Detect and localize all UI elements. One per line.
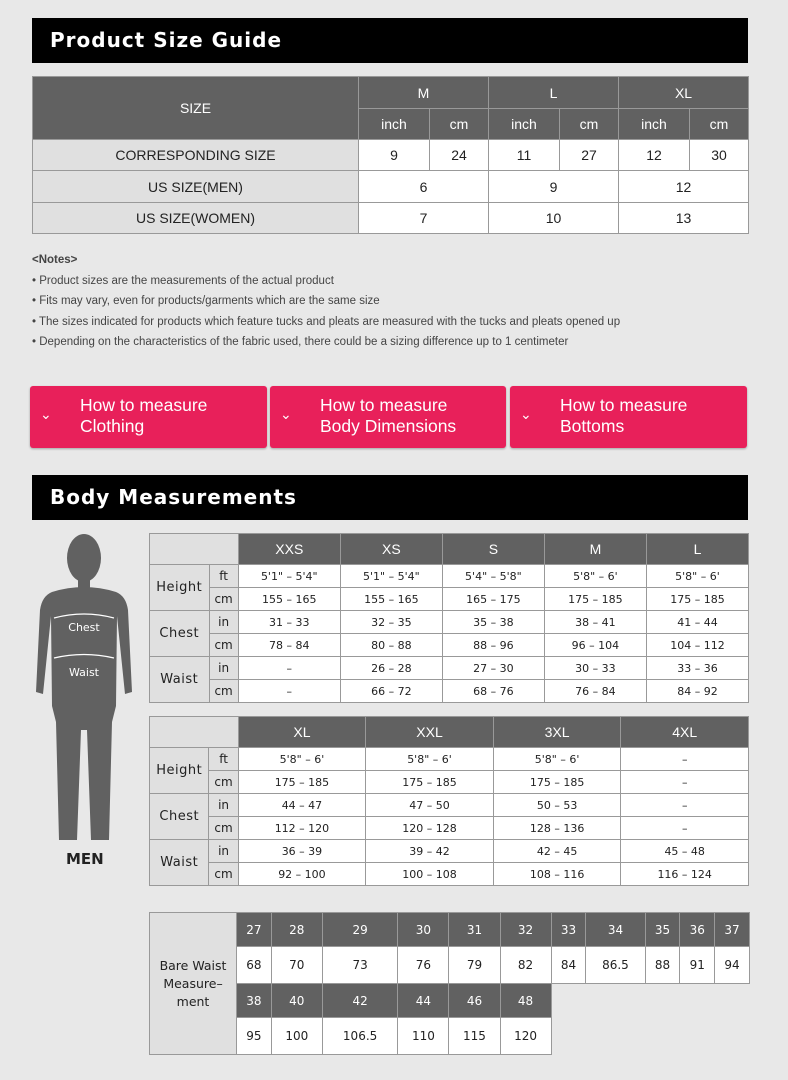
note-item: • Depending on the characteristics of the fabric used, there could be a sizing difference up to 1 centimeter bbox=[32, 336, 569, 348]
table-row bbox=[150, 588, 749, 611]
size-col-xl: XL bbox=[238, 717, 366, 748]
unit-cell: cm bbox=[209, 771, 238, 794]
table-cell: 92 – 100 bbox=[238, 863, 366, 886]
size-col-xxs: XXS bbox=[238, 534, 340, 565]
table-row bbox=[150, 748, 749, 771]
table-cell: 50 – 53 bbox=[493, 794, 621, 817]
button-label: Bottoms bbox=[560, 416, 625, 436]
size-col-l: L bbox=[489, 77, 619, 109]
notes-section bbox=[32, 250, 620, 353]
label-line: Measure– bbox=[163, 975, 223, 991]
table-cell: 175 – 185 bbox=[366, 771, 494, 794]
bare-waist-label bbox=[150, 913, 237, 1055]
product-size-guide-title: Product Size Guide bbox=[50, 28, 283, 52]
table-cell: 24 bbox=[430, 140, 489, 171]
waist-label: Waist bbox=[68, 666, 100, 679]
waist-size-header: 44 bbox=[398, 984, 449, 1018]
unit-cell: ft bbox=[209, 565, 238, 588]
table-row bbox=[150, 794, 749, 817]
table-cell: 11 bbox=[489, 140, 560, 171]
row-label-waist: Waist bbox=[150, 657, 210, 703]
table-cell: – bbox=[621, 794, 749, 817]
product-size-table bbox=[32, 76, 749, 234]
table-cell: 84 – 92 bbox=[646, 680, 748, 703]
table-cell: 84 bbox=[551, 947, 586, 984]
table-cell: 175 – 185 bbox=[646, 588, 748, 611]
table-cell: 106.5 bbox=[322, 1018, 398, 1055]
table-cell: 26 – 28 bbox=[340, 657, 442, 680]
unit-header: inch bbox=[619, 109, 690, 140]
table-cell: – bbox=[238, 657, 340, 680]
empty-area bbox=[551, 984, 749, 1018]
table-row bbox=[150, 840, 749, 863]
unit-cell: cm bbox=[209, 588, 238, 611]
table-cell: 120 bbox=[500, 1018, 551, 1055]
row-label-chest: Chest bbox=[150, 794, 209, 840]
table-cell: 10 bbox=[489, 203, 619, 234]
table-row bbox=[150, 947, 750, 984]
table-cell: 7 bbox=[359, 203, 489, 234]
table-cell: 112 – 120 bbox=[238, 817, 366, 840]
how-to-measure-bottoms-button[interactable] bbox=[510, 386, 747, 448]
waist-size-header: 40 bbox=[271, 984, 322, 1018]
table-cell: 110 bbox=[398, 1018, 449, 1055]
chevron-down-icon: ⌄ bbox=[280, 406, 292, 422]
size-col-3xl: 3XL bbox=[493, 717, 621, 748]
row-label: CORRESPONDING SIZE bbox=[33, 140, 359, 171]
empty-area bbox=[551, 1018, 749, 1055]
men-label: MEN bbox=[66, 850, 104, 868]
waist-size-header: 30 bbox=[398, 913, 449, 947]
unit-cell: ft bbox=[209, 748, 238, 771]
chevron-down-icon: ⌄ bbox=[40, 406, 52, 422]
table-cell: – bbox=[621, 817, 749, 840]
button-label: Body Dimensions bbox=[320, 416, 457, 436]
table-cell: 27 bbox=[560, 140, 619, 171]
table-cell: 155 – 165 bbox=[340, 588, 442, 611]
table-cell: 82 bbox=[500, 947, 551, 984]
how-to-measure-clothing-button[interactable] bbox=[30, 386, 267, 448]
table-cell: 78 – 84 bbox=[238, 634, 340, 657]
table-cell: 175 – 185 bbox=[493, 771, 621, 794]
table-cell: 5'8" – 6' bbox=[366, 748, 494, 771]
table-row bbox=[150, 1018, 750, 1055]
unit-cell: in bbox=[209, 840, 238, 863]
table-row bbox=[150, 680, 749, 703]
table-cell: 100 – 108 bbox=[366, 863, 494, 886]
row-label: US SIZE(MEN) bbox=[33, 171, 359, 203]
table-cell: 88 bbox=[645, 947, 680, 984]
unit-cell: cm bbox=[209, 634, 238, 657]
unit-cell: in bbox=[209, 794, 238, 817]
size-col-xs: XS bbox=[340, 534, 442, 565]
table-cell: 128 – 136 bbox=[493, 817, 621, 840]
table-cell: 5'8" – 6' bbox=[238, 748, 366, 771]
size-col-m: M bbox=[359, 77, 489, 109]
table-cell: 88 – 96 bbox=[442, 634, 544, 657]
table-cell: 27 – 30 bbox=[442, 657, 544, 680]
table-cell: 5'1" – 5'4" bbox=[340, 565, 442, 588]
chest-label: Chest bbox=[68, 621, 100, 634]
unit-cell: in bbox=[209, 611, 238, 634]
chevron-down-icon: ⌄ bbox=[520, 406, 532, 422]
waist-size-header: 48 bbox=[500, 984, 551, 1018]
table-row bbox=[150, 817, 749, 840]
waist-size-header: 33 bbox=[551, 913, 586, 947]
row-label: US SIZE(WOMEN) bbox=[33, 203, 359, 234]
table-corner bbox=[150, 534, 239, 565]
unit-header: inch bbox=[489, 109, 560, 140]
table-cell: 76 bbox=[398, 947, 449, 984]
waist-size-header: 46 bbox=[449, 984, 500, 1018]
table-cell: 79 bbox=[449, 947, 500, 984]
table-cell: 80 – 88 bbox=[340, 634, 442, 657]
table-cell: 108 – 116 bbox=[493, 863, 621, 886]
size-col-xxl: XXL bbox=[366, 717, 494, 748]
table-cell: 47 – 50 bbox=[366, 794, 494, 817]
table-cell: – bbox=[621, 771, 749, 794]
table-cell: 30 – 33 bbox=[544, 657, 646, 680]
table-cell: 116 – 124 bbox=[621, 863, 749, 886]
table-cell: – bbox=[621, 748, 749, 771]
table-row bbox=[150, 611, 749, 634]
size-col-m: M bbox=[544, 534, 646, 565]
waist-size-header: 31 bbox=[449, 913, 500, 947]
table-cell: 115 bbox=[449, 1018, 500, 1055]
waist-size-header: 29 bbox=[322, 913, 398, 947]
body-silhouette-icon bbox=[34, 530, 134, 845]
table-cell: 68 bbox=[237, 947, 272, 984]
row-label-waist: Waist bbox=[150, 840, 209, 886]
table-cell: 30 bbox=[690, 140, 749, 171]
table-cell: 5'8" – 6' bbox=[544, 565, 646, 588]
table-cell: 91 bbox=[680, 947, 715, 984]
table-cell: 5'8" – 6' bbox=[646, 565, 748, 588]
table-cell: 68 – 76 bbox=[442, 680, 544, 703]
table-row bbox=[150, 771, 749, 794]
table-row bbox=[150, 634, 749, 657]
table-cell: 73 bbox=[322, 947, 398, 984]
button-label: How to measure bbox=[560, 395, 688, 415]
bare-waist-table bbox=[149, 912, 750, 1055]
waist-size-header: 34 bbox=[586, 913, 645, 947]
note-item: • The sizes indicated for products which feature tucks and pleats are measured with the tucks and pleats opened up bbox=[32, 315, 621, 328]
table-cell: 12 bbox=[619, 140, 690, 171]
unit-cell: in bbox=[209, 657, 238, 680]
waist-size-header: 38 bbox=[237, 984, 272, 1018]
table-cell: 33 – 36 bbox=[646, 657, 748, 680]
size-col-s: S bbox=[442, 534, 544, 565]
table-cell: 94 bbox=[715, 947, 750, 984]
table-cell: 155 – 165 bbox=[238, 588, 340, 611]
unit-header: cm bbox=[430, 109, 489, 140]
unit-header: cm bbox=[690, 109, 749, 140]
table-cell: 5'8" – 6' bbox=[493, 748, 621, 771]
button-label: How to measure bbox=[320, 395, 448, 415]
table-cell: 38 – 41 bbox=[544, 611, 646, 634]
unit-cell: cm bbox=[209, 680, 238, 703]
table-cell: 100 bbox=[271, 1018, 322, 1055]
table-cell: 175 – 185 bbox=[238, 771, 366, 794]
table-cell: 9 bbox=[359, 140, 430, 171]
body-measurements-header bbox=[32, 475, 748, 520]
how-to-measure-body-dimensions-button[interactable] bbox=[270, 386, 506, 448]
size-col-xl: XL bbox=[619, 77, 749, 109]
size-col-4xl: 4XL bbox=[621, 717, 749, 748]
row-label-height: Height bbox=[150, 565, 210, 611]
table-cell: 35 – 38 bbox=[442, 611, 544, 634]
table-cell: 12 bbox=[619, 171, 749, 203]
note-item: • Product sizes are the measurements of the actual product bbox=[32, 274, 334, 287]
waist-size-header: 42 bbox=[322, 984, 398, 1018]
table-cell: 104 – 112 bbox=[646, 634, 748, 657]
table-row bbox=[33, 140, 749, 171]
row-label-chest: Chest bbox=[150, 611, 210, 657]
table-cell: 66 – 72 bbox=[340, 680, 442, 703]
unit-cell: cm bbox=[209, 863, 238, 886]
button-label: How to measure bbox=[80, 395, 208, 415]
waist-size-header: 28 bbox=[271, 913, 322, 947]
table-cell: 13 bbox=[619, 203, 749, 234]
table-cell: 165 – 175 bbox=[442, 588, 544, 611]
waist-size-header: 27 bbox=[237, 913, 272, 947]
button-label: Clothing bbox=[80, 416, 145, 436]
table-cell: 45 – 48 bbox=[621, 840, 749, 863]
table-corner bbox=[150, 717, 239, 748]
table-cell: 86.5 bbox=[586, 947, 645, 984]
table-cell: 39 – 42 bbox=[366, 840, 494, 863]
waist-size-header: 32 bbox=[500, 913, 551, 947]
table-cell: 5'1" – 5'4" bbox=[238, 565, 340, 588]
note-item: • Fits may vary, even for products/garments which are the same size bbox=[32, 295, 380, 307]
table-row bbox=[33, 171, 749, 203]
table-row bbox=[150, 657, 749, 680]
unit-cell: cm bbox=[209, 817, 238, 840]
table-row bbox=[150, 565, 749, 588]
table-cell: 96 – 104 bbox=[544, 634, 646, 657]
body-size-table-2 bbox=[149, 716, 749, 886]
label-line: Bare Waist bbox=[159, 957, 227, 973]
size-header: SIZE bbox=[33, 77, 359, 140]
waist-size-header: 36 bbox=[680, 913, 715, 947]
unit-header: inch bbox=[359, 109, 430, 140]
body-measurements-title: Body Measurements bbox=[50, 485, 297, 509]
unit-header: cm bbox=[560, 109, 619, 140]
table-row bbox=[33, 203, 749, 234]
table-cell: 36 – 39 bbox=[238, 840, 366, 863]
table-cell: 44 – 47 bbox=[238, 794, 366, 817]
table-cell: 32 – 35 bbox=[340, 611, 442, 634]
table-cell: 76 – 84 bbox=[544, 680, 646, 703]
table-row bbox=[150, 863, 749, 886]
table-cell: 41 – 44 bbox=[646, 611, 748, 634]
table-cell: – bbox=[238, 680, 340, 703]
table-cell: 120 – 128 bbox=[366, 817, 494, 840]
table-cell: 175 – 185 bbox=[544, 588, 646, 611]
row-label-height: Height bbox=[150, 748, 209, 794]
table-cell: 31 – 33 bbox=[238, 611, 340, 634]
label-line: ment bbox=[176, 993, 210, 1009]
table-cell: 6 bbox=[359, 171, 489, 203]
waist-size-header: 35 bbox=[645, 913, 680, 947]
table-cell: 95 bbox=[237, 1018, 272, 1055]
body-size-table-1 bbox=[149, 533, 749, 703]
table-cell: 42 – 45 bbox=[493, 840, 621, 863]
table-cell: 5'4" – 5'8" bbox=[442, 565, 544, 588]
table-cell: 9 bbox=[489, 171, 619, 203]
product-size-guide-header bbox=[32, 18, 748, 63]
size-col-l: L bbox=[646, 534, 748, 565]
waist-size-header: 37 bbox=[715, 913, 750, 947]
table-cell: 70 bbox=[271, 947, 322, 984]
notes-title: <Notes> bbox=[32, 254, 78, 266]
